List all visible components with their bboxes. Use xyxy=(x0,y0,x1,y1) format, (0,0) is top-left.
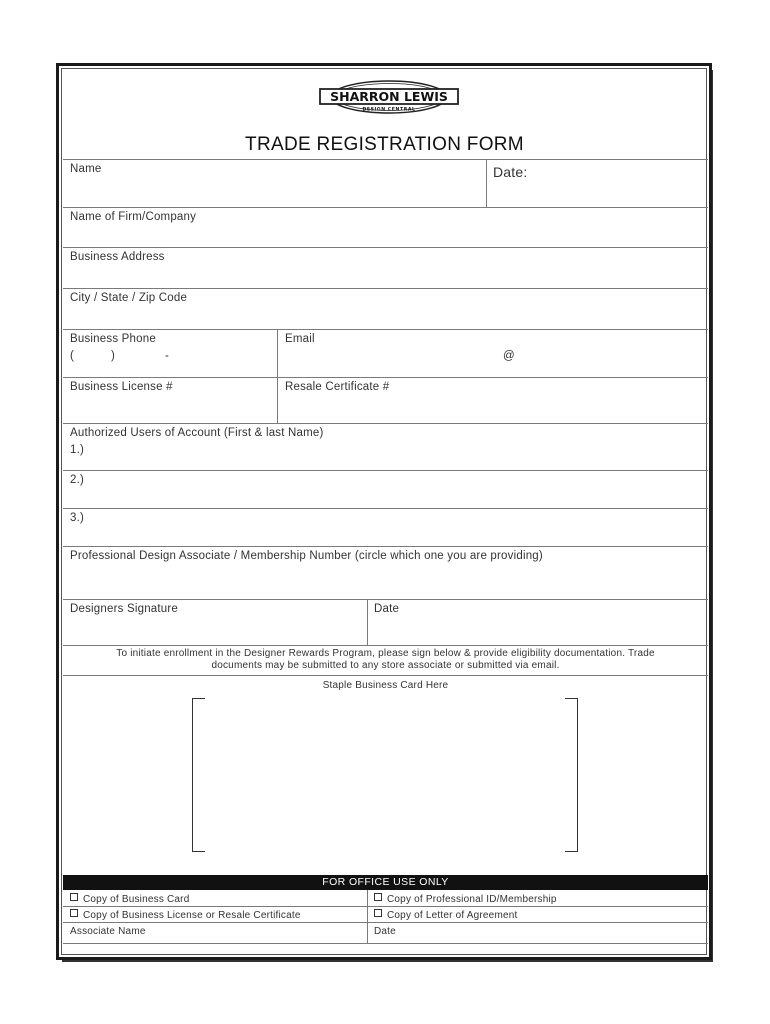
sharron-lewis-logo xyxy=(318,80,460,114)
signature-date-field[interactable]: Date xyxy=(374,603,400,615)
staple-label: Staple Business Card Here xyxy=(322,680,449,691)
designer-signature-field[interactable]: Designers Signature xyxy=(70,603,178,615)
authorized-user-2-field[interactable]: 2.) xyxy=(70,474,85,486)
checkbox-icon[interactable] xyxy=(374,909,382,917)
logo-subtitle: DESIGN CENTRAL xyxy=(362,107,416,113)
checkbox-icon[interactable] xyxy=(70,893,78,901)
associate-name-field[interactable]: Associate Name xyxy=(70,926,146,937)
divider xyxy=(63,675,708,676)
office-item-license[interactable] xyxy=(70,909,301,921)
resale-certificate-field[interactable]: Resale Certificate # xyxy=(285,381,390,393)
left-bracket-icon xyxy=(192,698,205,852)
city-state-zip-field[interactable]: City / State / Zip Code xyxy=(70,292,188,304)
column-divider xyxy=(277,329,278,423)
column-divider xyxy=(367,890,368,943)
business-phone-field[interactable]: Business Phone xyxy=(70,333,156,345)
column-divider xyxy=(367,599,368,645)
address-field[interactable]: Business Address xyxy=(70,251,165,263)
office-item-business-card[interactable] xyxy=(70,893,189,905)
date-field[interactable]: Date: xyxy=(493,164,528,180)
checkbox-icon[interactable] xyxy=(70,909,78,917)
office-item-label: Copy of Letter of Agreement xyxy=(387,910,518,921)
email-at-sign: @ xyxy=(503,350,515,362)
business-license-field[interactable]: Business License # xyxy=(70,381,173,393)
divider xyxy=(63,247,708,248)
authorized-users-label: Authorized Users of Account (First & last Name) xyxy=(70,427,324,439)
authorized-user-3-field[interactable]: 3.) xyxy=(70,512,85,524)
office-item-letter-of-agreement[interactable] xyxy=(374,909,517,921)
enrollment-notice-line-1: To initiate enrollment in the Designer Rewards Program, please sign below & provide eligibility documentation. Trade xyxy=(116,648,655,659)
divider xyxy=(63,377,708,378)
office-item-label: Copy of Business Card xyxy=(83,894,190,905)
office-use-title: FOR OFFICE USE ONLY xyxy=(322,876,449,888)
divider xyxy=(63,159,708,160)
form-inner-border xyxy=(61,68,707,955)
divider xyxy=(63,207,708,208)
divider xyxy=(63,329,708,330)
design-associate-field[interactable]: Professional Design Associate / Membership Number (circle which one you are providing) xyxy=(70,550,543,562)
office-date-field[interactable]: Date xyxy=(374,926,396,937)
firm-field[interactable]: Name of Firm/Company xyxy=(70,211,197,223)
email-field[interactable]: Email xyxy=(285,333,315,345)
authorized-user-1-field[interactable]: 1.) xyxy=(70,444,85,456)
logo-name: SHARRON LEWIS xyxy=(330,89,448,104)
divider xyxy=(63,645,708,646)
divider xyxy=(63,288,708,289)
phone-paren-open: ( xyxy=(70,350,75,362)
divider xyxy=(63,599,708,600)
checkbox-icon[interactable] xyxy=(374,893,382,901)
name-field[interactable]: Name xyxy=(70,163,102,175)
column-divider xyxy=(486,159,487,207)
enrollment-notice-line-2: documents may be submitted to any store associate or submitted via email. xyxy=(211,660,560,671)
office-item-label: Copy of Professional ID/Membership xyxy=(387,894,557,905)
divider xyxy=(63,922,708,923)
phone-paren-close: ) xyxy=(111,350,116,362)
office-item-label: Copy of Business License or Resale Certificate xyxy=(83,910,301,921)
office-item-professional-id[interactable] xyxy=(374,893,557,905)
right-bracket-icon xyxy=(565,698,578,852)
divider xyxy=(63,546,708,547)
divider xyxy=(63,508,708,509)
phone-dash: - xyxy=(165,350,170,362)
divider xyxy=(63,423,708,424)
divider xyxy=(63,943,708,944)
form-title: TRADE REGISTRATION FORM xyxy=(245,134,524,155)
divider xyxy=(63,906,708,907)
divider xyxy=(63,470,708,471)
